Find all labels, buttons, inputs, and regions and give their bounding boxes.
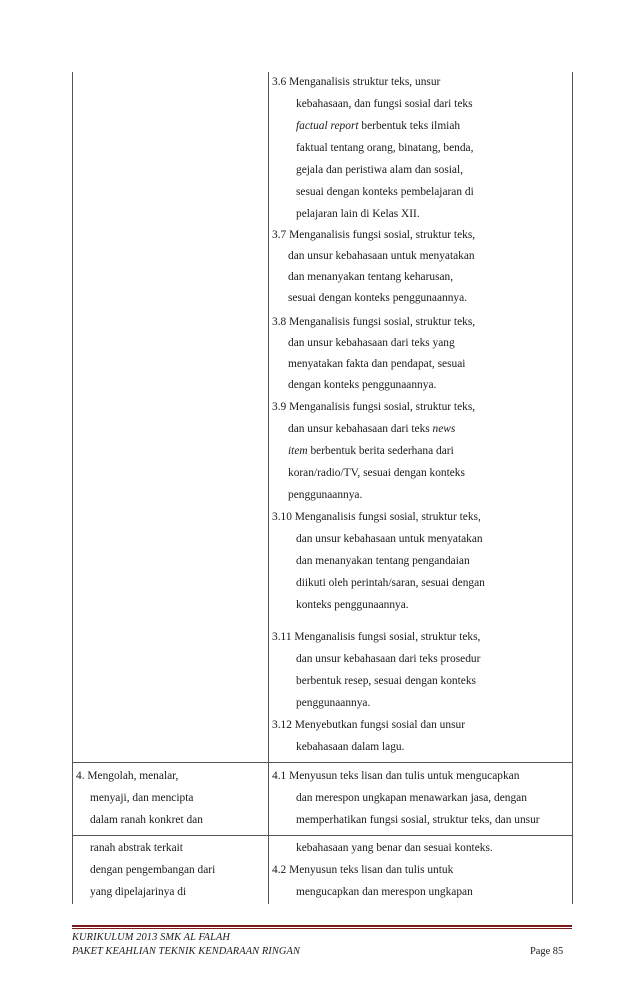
kd-line: 3.10 Menganalisis fungsi sosial, struktur teks,: [272, 511, 481, 523]
kd-line: 3.6 Menganalisis struktur teks, unsur: [272, 76, 441, 88]
table-row-divider: [72, 762, 573, 763]
kd-line: dan unsur kebahasaan untuk menyatakan: [296, 533, 483, 545]
kd-line: kebahasaan yang benar dan sesuai konteks.: [296, 842, 493, 854]
table-right-border: [572, 72, 573, 904]
kd-line: dan menanyakan tentang keharusan,: [288, 271, 454, 283]
kd-line: penggunaannya.: [288, 489, 363, 501]
ki-line: menyaji, dan mencipta: [90, 792, 194, 804]
kd-line: 3.9 Menganalisis fungsi sosial, struktur teks,: [272, 401, 476, 413]
kd-line: kebahasaan dalam lagu.: [296, 741, 405, 753]
kd-line: gejala dan peristiwa alam dan sosial,: [296, 164, 464, 176]
kd-line: item berbentuk berita sederhana dari: [288, 445, 454, 457]
page-number: Page 85: [530, 946, 564, 957]
footer-program: PAKET KEAHLIAN TEKNIK KENDARAAN RINGAN: [72, 946, 300, 957]
kd-line: factual report berbentuk teks ilmiah: [296, 120, 461, 132]
kd-line: 3.7 Menganalisis fungsi sosial, struktur teks,: [272, 229, 476, 241]
kd-line: pelajaran lain di Kelas XII.: [296, 208, 420, 220]
kd-line: faktual tentang orang, binatang, benda,: [296, 142, 474, 154]
ki-line: 4. Mengolah, menalar,: [76, 770, 179, 782]
kd-line: diikuti oleh perintah/saran, sesuai dengan: [296, 577, 485, 589]
kd-line: sesuai dengan konteks penggunaannya.: [288, 292, 468, 304]
table-left-border: [72, 72, 73, 904]
kd-line: dan unsur kebahasaan dari teks news: [288, 423, 456, 435]
kd-line: menyatakan fakta dan pendapat, sesuai: [288, 358, 466, 370]
kd-line: dan unsur kebahasaan dari teks yang: [288, 337, 455, 349]
footer-curriculum: KURIKULUM 2013 SMK AL FALAH: [72, 932, 230, 943]
kd-line: koran/radio/TV, sesuai dengan konteks: [288, 467, 465, 479]
kd-line: 3.8 Menganalisis fungsi sosial, struktur teks,: [272, 316, 476, 328]
kd-line: penggunaannya.: [296, 697, 371, 709]
table-row-divider: [72, 835, 573, 836]
footer-rule: [72, 925, 572, 927]
table-column-divider: [268, 72, 269, 904]
kd-line: 4.2 Menyusun teks lisan dan tulis untuk: [272, 864, 454, 876]
kd-line: memperhatikan fungsi sosial, struktur teks, dan unsur: [296, 814, 540, 826]
footer-rule: [72, 928, 572, 929]
kd-line: mengucapkan dan merespon ungkapan: [296, 886, 473, 898]
kd-line: dan unsur kebahasaan dari teks prosedur: [296, 653, 481, 665]
kd-line: 3.12 Menyebutkan fungsi sosial dan unsur: [272, 719, 465, 731]
ki-line: ranah abstrak terkait: [90, 842, 183, 854]
kd-line: dan unsur kebahasaan untuk menyatakan: [288, 250, 475, 262]
kd-line: dan menanyakan tentang pengandaian: [296, 555, 470, 567]
kd-line: konteks penggunaannya.: [296, 599, 409, 611]
kd-line: berbentuk resep, sesuai dengan konteks: [296, 675, 476, 687]
ki-line: dalam ranah konkret dan: [90, 814, 203, 826]
kd-line: 4.1 Menyusun teks lisan dan tulis untuk mengucapkan: [272, 770, 520, 782]
kd-line: dan merespon ungkapan menawarkan jasa, dengan: [296, 792, 527, 804]
kd-line: kebahasaan, dan fungsi sosial dari teks: [296, 98, 473, 110]
kd-line: sesuai dengan konteks pembelajaran di: [296, 186, 474, 198]
kd-line: dengan konteks penggunaannya.: [288, 379, 437, 391]
ki-line: dengan pengembangan dari: [90, 864, 216, 876]
ki-line: yang dipelajarinya di: [90, 886, 187, 898]
kd-line: 3.11 Menganalisis fungsi sosial, struktur teks,: [272, 631, 481, 643]
